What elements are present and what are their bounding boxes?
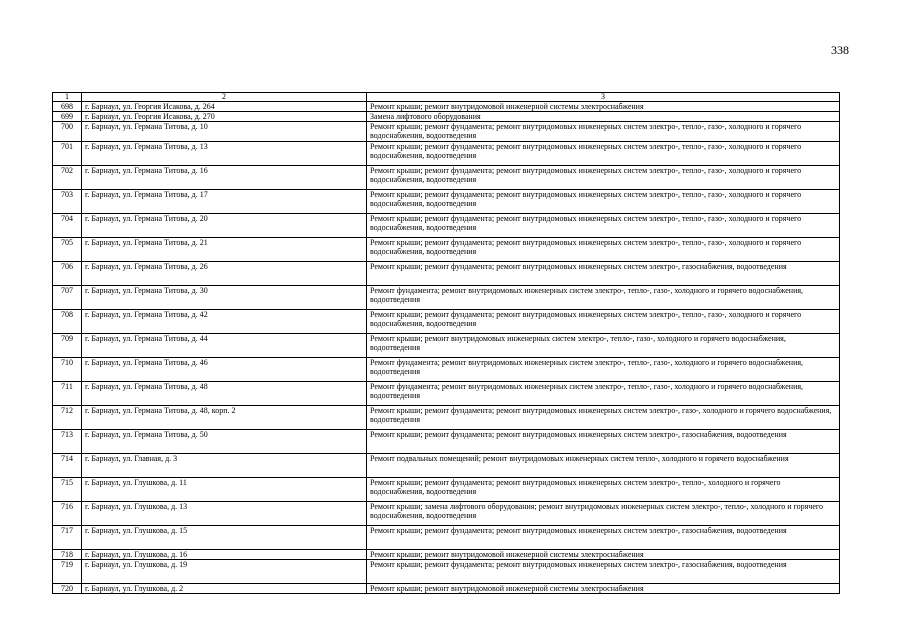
row-number: 699 [53, 112, 82, 122]
column-header-work: 3 [367, 93, 840, 102]
table-row [53, 112, 840, 122]
column-header-number: 1 [53, 93, 82, 102]
row-address: г. Барнаул, ул. Германа Титова, д. 26 [82, 262, 367, 286]
table-row [53, 406, 840, 430]
row-address: г. Барнаул, ул. Георгия Исакова, д. 270 [82, 112, 367, 122]
table-row [53, 358, 840, 382]
row-number: 718 [53, 550, 82, 560]
row-work: Ремонт фундамента; ремонт внутридомовых инженерных систем электро-, тепло-, газо-, холодного и горячего водоснабжения, водоотведения [367, 382, 840, 406]
row-address: г. Барнаул, ул. Германа Титова, д. 48 [82, 382, 367, 406]
row-number: 716 [53, 502, 82, 526]
table-row [53, 102, 840, 112]
repair-register-table [52, 92, 840, 594]
row-number: 707 [53, 286, 82, 310]
row-address: г. Барнаул, ул. Глушкова, д. 13 [82, 502, 367, 526]
row-work: Ремонт крыши; ремонт фундамента; ремонт внутридомовых инженерных систем электро-, тепло-, газо-, холодного и горячего водоснабжения, водоотведения [367, 214, 840, 238]
row-number: 709 [53, 334, 82, 358]
row-work: Ремонт крыши; ремонт фундамента; ремонт внутридомовых инженерных систем электро-, тепло-, газо-, холодного и горячего водоснабжения, водоотведения [367, 238, 840, 262]
page-number: 338 [831, 43, 849, 57]
row-number: 714 [53, 454, 82, 478]
row-number: 698 [53, 102, 82, 112]
header-row [53, 93, 840, 102]
row-number: 719 [53, 560, 82, 584]
table-row [53, 550, 840, 560]
row-work: Ремонт крыши; ремонт фундамента; ремонт внутридомовых инженерных систем электро-, газоснабжения, водоотведения [367, 430, 840, 454]
row-work: Ремонт крыши; ремонт фундамента; ремонт внутридомовых инженерных систем электро-, газо-, холодного и горячего водоснабжения, водоотведения [367, 406, 840, 430]
row-address: г. Барнаул, ул. Германа Титова, д. 50 [82, 430, 367, 454]
table-row [53, 454, 840, 478]
row-work: Ремонт крыши; ремонт фундамента; ремонт внутридомовых инженерных систем электро-, газоснабжения, водоотведения [367, 560, 840, 584]
row-address: г. Барнаул, ул. Германа Титова, д. 10 [82, 122, 367, 142]
table-row [53, 122, 840, 142]
table-row [53, 262, 840, 286]
column-header-address: 2 [82, 93, 367, 102]
row-number: 701 [53, 142, 82, 166]
row-work: Ремонт крыши; ремонт внутридомовых инженерных систем электро-, тепло-, газо-, холодного и горячего водоснабжения, водоотведения [367, 334, 840, 358]
row-number: 715 [53, 478, 82, 502]
row-address: г. Барнаул, ул. Главная, д. 3 [82, 454, 367, 478]
row-number: 700 [53, 122, 82, 142]
row-address: г. Барнаул, ул. Германа Титова, д. 16 [82, 166, 367, 190]
row-number: 720 [53, 584, 82, 594]
row-work: Ремонт крыши; ремонт внутридомовой инженерной системы электроснабжения [367, 102, 840, 112]
table-row [53, 214, 840, 238]
table-row [53, 190, 840, 214]
row-number: 708 [53, 310, 82, 334]
row-work: Ремонт фундамента; ремонт внутридомовых инженерных систем электро-, тепло-, газо-, холодного и горячего водоснабжения, водоотведения [367, 358, 840, 382]
row-address: г. Барнаул, ул. Георгия Исакова, д. 264 [82, 102, 367, 112]
row-work: Ремонт крыши; ремонт фундамента; ремонт внутридомовых инженерных систем электро-, тепло-, холодного и горячего водоснабжения, водоотведения [367, 478, 840, 502]
table-row [53, 430, 840, 454]
row-work: Ремонт крыши; ремонт фундамента; ремонт внутридомовых инженерных систем электро-, тепло-, газо-, холодного и горячего водоснабжения, водоотведения [367, 142, 840, 166]
row-number: 705 [53, 238, 82, 262]
row-address: г. Барнаул, ул. Глушкова, д. 15 [82, 526, 367, 550]
row-work: Ремонт крыши; ремонт внутридомовой инженерной системы электроснабжения [367, 584, 840, 594]
table-row [53, 502, 840, 526]
row-work: Ремонт подвальных помещений; ремонт внутридомовых инженерных систем тепло-, холодного и горячего водоснабжения [367, 454, 840, 478]
row-number: 717 [53, 526, 82, 550]
row-address: г. Барнаул, ул. Германа Титова, д. 48, корп. 2 [82, 406, 367, 430]
row-address: г. Барнаул, ул. Глушкова, д. 11 [82, 478, 367, 502]
table-row [53, 560, 840, 584]
row-number: 702 [53, 166, 82, 190]
row-number: 711 [53, 382, 82, 406]
row-address: г. Барнаул, ул. Глушкова, д. 16 [82, 550, 367, 560]
table-row [53, 382, 840, 406]
row-number: 710 [53, 358, 82, 382]
table-row [53, 334, 840, 358]
row-address: г. Барнаул, ул. Германа Титова, д. 20 [82, 214, 367, 238]
row-work: Ремонт фундамента; ремонт внутридомовых инженерных систем электро-, тепло-, газо-, холодного и горячего водоснабжения, водоотведения [367, 286, 840, 310]
row-work: Ремонт крыши; ремонт фундамента; ремонт внутридомовых инженерных систем электро-, газоснабжения, водоотведения [367, 526, 840, 550]
row-address: г. Барнаул, ул. Германа Титова, д. 30 [82, 286, 367, 310]
table-row [53, 310, 840, 334]
row-address: г. Барнаул, ул. Германа Титова, д. 17 [82, 190, 367, 214]
table-row [53, 142, 840, 166]
row-number: 713 [53, 430, 82, 454]
row-number: 704 [53, 214, 82, 238]
row-work: Ремонт крыши; замена лифтового оборудования; ремонт внутридомовых инженерных систем электро-, тепло-, холодного и горячего водоснабжения, водоотведения [367, 502, 840, 526]
row-address: г. Барнаул, ул. Глушкова, д. 19 [82, 560, 367, 584]
table-row [53, 526, 840, 550]
row-number: 703 [53, 190, 82, 214]
row-address: г. Барнаул, ул. Германа Титова, д. 13 [82, 142, 367, 166]
table-row [53, 478, 840, 502]
table-row [53, 238, 840, 262]
row-work: Ремонт крыши; ремонт фундамента; ремонт внутридомовых инженерных систем электро-, газоснабжения, водоотведения [367, 262, 840, 286]
row-number: 712 [53, 406, 82, 430]
table-row [53, 286, 840, 310]
row-work: Ремонт крыши; ремонт фундамента; ремонт внутридомовых инженерных систем электро-, тепло-, газо-, холодного и горячего водоснабжения, водоотведения [367, 310, 840, 334]
row-address: г. Барнаул, ул. Глушкова, д. 2 [82, 584, 367, 594]
table-row [53, 584, 840, 594]
row-address: г. Барнаул, ул. Германа Титова, д. 44 [82, 334, 367, 358]
row-address: г. Барнаул, ул. Германа Титова, д. 21 [82, 238, 367, 262]
table-row [53, 166, 840, 190]
row-work: Замена лифтового оборудования [367, 112, 840, 122]
row-work: Ремонт крыши; ремонт фундамента; ремонт внутридомовых инженерных систем электро-, тепло-, газо-, холодного и горячего водоснабжения, водоотведения [367, 122, 840, 142]
row-number: 706 [53, 262, 82, 286]
row-work: Ремонт крыши; ремонт внутридомовой инженерной системы электроснабжения [367, 550, 840, 560]
row-work: Ремонт крыши; ремонт фундамента; ремонт внутридомовых инженерных систем электро-, тепло-, газо-, холодного и горячего водоснабжения, водоотведения [367, 190, 840, 214]
row-address: г. Барнаул, ул. Германа Титова, д. 46 [82, 358, 367, 382]
row-work: Ремонт крыши; ремонт фундамента; ремонт внутридомовых инженерных систем электро-, тепло-, газо-, холодного и горячего водоснабжения, водоотведения [367, 166, 840, 190]
row-address: г. Барнаул, ул. Германа Титова, д. 42 [82, 310, 367, 334]
